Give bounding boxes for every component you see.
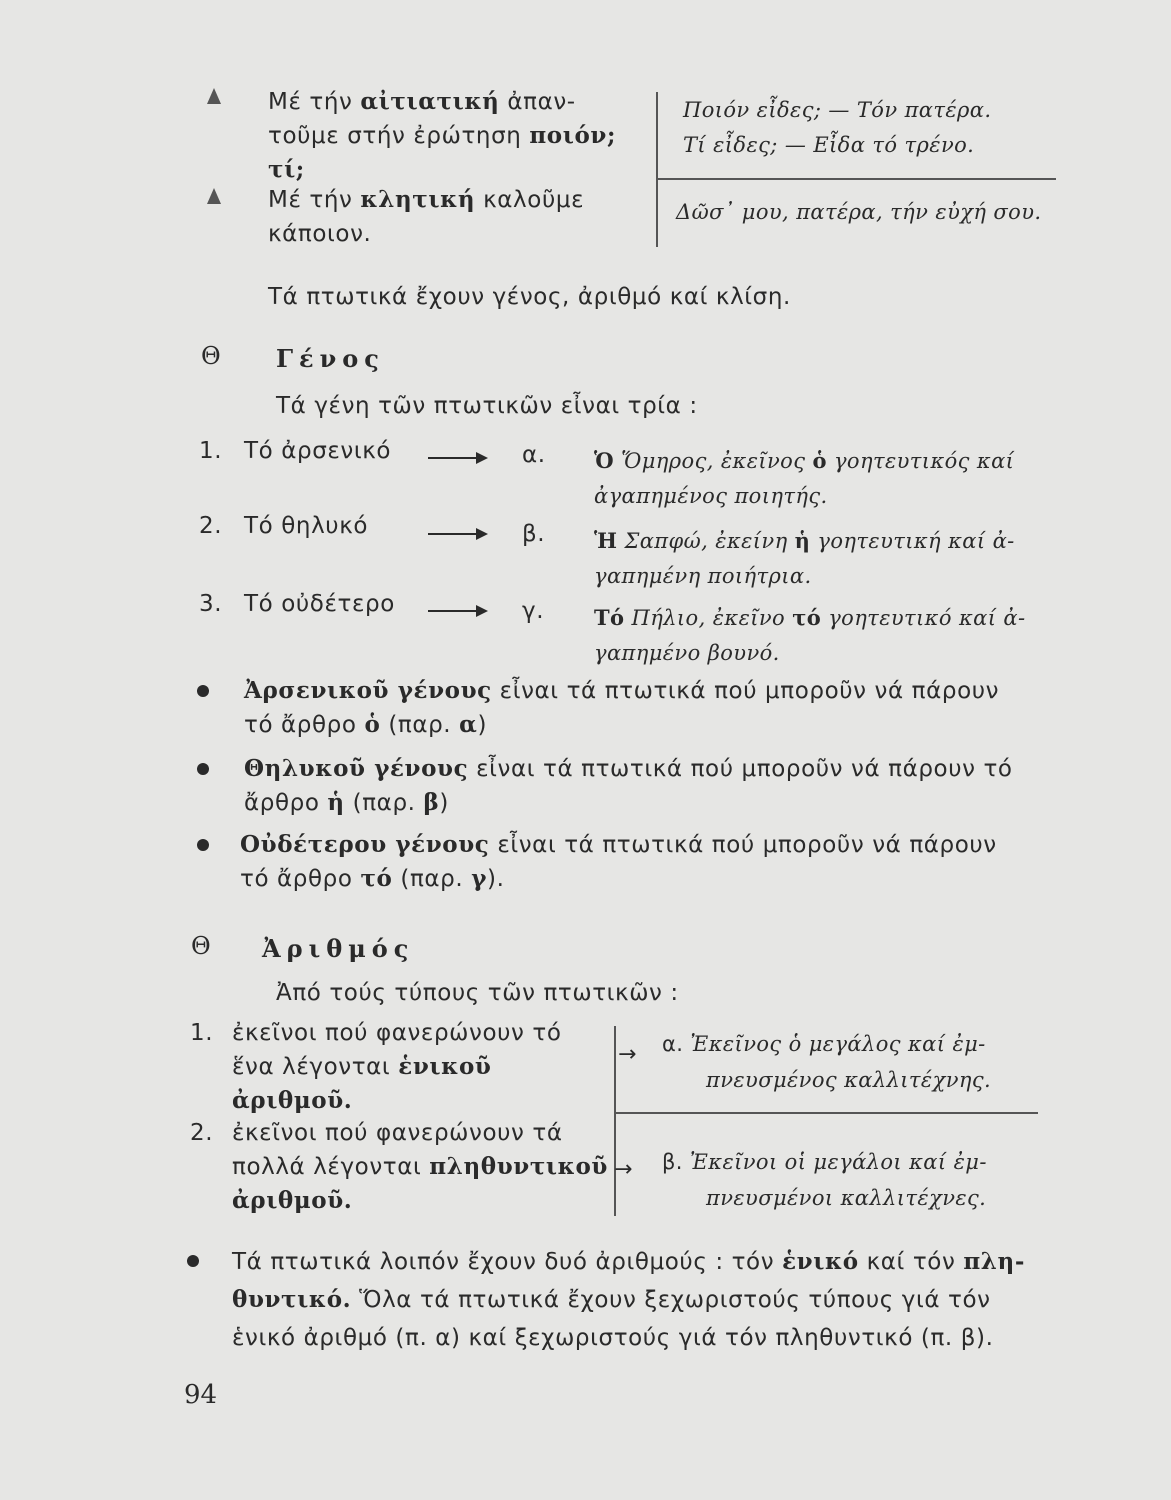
article: ὁ — [812, 448, 827, 473]
gender-example-2 — [594, 523, 1054, 594]
text: (παρ. — [380, 712, 460, 738]
text: εἶναι τά πτωτικά πού μποροῦν νά πάρουν τό — [468, 756, 1013, 782]
example-letter: β. — [662, 1150, 683, 1174]
text: γοητευτικός καί — [826, 449, 1015, 473]
text: καί τόν — [858, 1249, 964, 1275]
gender-item-label: Τό θηλυκό — [244, 513, 369, 539]
page-number: 94 — [184, 1380, 218, 1410]
text: γοητευτικό καί ἀ- — [821, 606, 1026, 630]
article: ἡ — [794, 528, 811, 553]
divider-horizontal — [614, 1112, 1038, 1114]
gender-item-label: Τό ἀρσενικό — [244, 438, 392, 464]
section-heading-gender: Γένος — [276, 344, 385, 373]
text: ) — [439, 790, 449, 816]
text: Μέ τήν — [268, 187, 361, 213]
text: ἕνα λέγονται — [232, 1054, 399, 1080]
text: Μέ τήν — [268, 89, 361, 115]
text: ἑνικό ἀριθμό (π. α) καί ξεχωριστούς γιά τόν πληθυντικό (π. β). — [232, 1325, 994, 1351]
text: πνευσμένος καλλιτέχνης. — [706, 1068, 992, 1092]
text: Ὅμηρος, ἐκεῖνος — [614, 449, 813, 473]
bold-term: πληθυντικοῦ — [429, 1153, 608, 1180]
arrow-right-icon — [428, 457, 486, 459]
text: (παρ. — [392, 866, 472, 892]
number-lead: Ἀπό τούς τύπους τῶν πτωτικῶν : — [276, 980, 679, 1006]
bold-term: θυντικό. — [232, 1286, 352, 1313]
text: Τά πτωτικά λοιπόν ἔχουν δυό ἀριθμούς : τόν — [232, 1249, 783, 1275]
bold-term: αἰτιατική — [360, 88, 500, 115]
item-number: 1. — [190, 1020, 214, 1046]
text: καλοῦμε — [475, 187, 585, 213]
text: ) — [477, 712, 488, 738]
text: πνευσμένοι καλλιτέχνες. — [706, 1186, 987, 1210]
accusative-rule — [268, 85, 648, 187]
text: πολλά λέγονται — [232, 1154, 430, 1180]
theta-marker-icon: Θ — [191, 932, 211, 960]
bold-term: ἀριθμοῦ. — [232, 1187, 353, 1214]
example-letter: α. — [522, 442, 546, 468]
bold-term: ποιόν; τί; — [268, 122, 617, 183]
text: γαπημένη ποιήτρια. — [594, 564, 812, 588]
bold-term: Ἀρσενικοῦ γένους — [244, 677, 492, 704]
example-letter: γ. — [522, 598, 545, 624]
text: Σαπφώ, ἐκείνη — [617, 529, 795, 553]
gender-item-number: 2. — [199, 513, 223, 539]
ref-letter: β — [423, 789, 440, 816]
gender-item-number: 1. — [199, 438, 223, 464]
triangle-marker-icon — [207, 88, 221, 104]
item-number: 2. — [190, 1120, 214, 1146]
text: ἐκεῖνοι πού φανερώνουν τά — [232, 1120, 563, 1146]
example-vocative: Δῶσ᾽ μου, πατέρα, τήν εὐχή σου. — [676, 200, 1042, 224]
example-accusative-2: Τί εἶδες; — Εἶδα τό τρένο. — [683, 133, 975, 157]
text: Ἐκεῖνος ὁ μεγάλος καί ἐμ- — [690, 1032, 986, 1056]
bullet-icon — [187, 1255, 199, 1267]
text: τό ἄρθρο — [244, 712, 365, 738]
text: τοῦμε στήν ἐρώτηση — [268, 123, 530, 149]
ref-letter: α — [459, 711, 478, 738]
text: ἀπαν- — [499, 89, 576, 115]
article: Τό — [594, 605, 625, 630]
gender-item-label: Τό οὐδέτερο — [244, 591, 395, 617]
bold-term: πλη- — [963, 1248, 1025, 1275]
divider-vertical — [656, 92, 658, 247]
article: Ὁ — [594, 448, 615, 473]
article: τό — [792, 605, 822, 630]
gender-bullet-feminine — [244, 752, 1064, 820]
triangle-marker-icon — [207, 188, 221, 204]
bold-term: κλητική — [360, 186, 476, 213]
bold-term: Οὐδέτερου γένους — [240, 831, 490, 858]
gender-lead: Τά γένη τῶν πτωτικῶν εἶναι τρία : — [276, 393, 698, 419]
text: ἄρθρο — [244, 790, 328, 816]
arrow-right-icon — [428, 610, 486, 612]
number-example-plural — [662, 1144, 1042, 1216]
example-accusative-1: Ποιόν εἶδες; — Τόν πατέρα. — [683, 98, 992, 122]
bold-term: ἑνικό — [782, 1248, 859, 1275]
text: εἶναι τά πτωτικά πού μποροῦν νά πάρουν — [489, 832, 997, 858]
text: γοητευτική καί ἀ- — [810, 529, 1015, 553]
bold-term: Θηλυκοῦ γένους — [244, 755, 469, 782]
text: ). — [487, 866, 505, 892]
intro-line: Τά πτωτικά ἔχουν γένος, ἀριθμό καί κλίση. — [268, 284, 791, 310]
divider-vertical — [614, 1026, 616, 1216]
section-heading-number: Ἀριθμός — [262, 934, 415, 963]
bullet-icon — [197, 685, 209, 697]
gender-item-number: 3. — [199, 591, 223, 617]
bullet-icon — [197, 839, 209, 851]
article: ὁ — [364, 711, 381, 738]
theta-marker-icon: Θ — [201, 342, 221, 370]
article: ἡ — [327, 789, 345, 816]
ref-letter: γ — [471, 865, 487, 892]
gender-example-1 — [594, 443, 1054, 514]
arrow-right-icon: → — [614, 1157, 633, 1182]
vocative-rule — [268, 183, 648, 251]
text: ἐκεῖνοι πού φανερώνουν τό — [232, 1020, 562, 1046]
text: ἀγαπημένος ποιητής. — [594, 484, 828, 508]
divider-horizontal — [656, 178, 1056, 180]
text: τό ἄρθρο — [240, 866, 361, 892]
arrow-right-icon — [428, 533, 486, 535]
article: τό — [360, 865, 393, 892]
bullet-icon — [197, 763, 209, 775]
gender-example-3 — [594, 600, 1054, 671]
example-letter: β. — [522, 521, 546, 547]
text: κάποιον. — [268, 221, 372, 247]
article: Ἡ — [594, 528, 618, 553]
text: (παρ. — [344, 790, 424, 816]
arrow-right-icon: → — [618, 1042, 637, 1067]
gender-bullet-masculine — [244, 674, 1064, 742]
text: Πήλιο, ἐκεῖνο — [624, 606, 793, 630]
bold-term: ἑνικοῦ ἀριθμοῦ. — [232, 1053, 492, 1114]
gender-bullet-neuter — [240, 828, 1060, 896]
text: εἶναι τά πτωτικά πού μποροῦν νά πάρουν — [491, 678, 1000, 704]
text: Ὅλα τά πτωτικά ἔχουν ξεχωριστούς τύπους γιά τόν — [351, 1287, 991, 1313]
text: Ἐκεῖνοι οἱ μεγάλοι καί ἐμ- — [689, 1150, 987, 1174]
number-item-1 — [190, 1016, 610, 1118]
text: γαπημένο βουνό. — [594, 641, 780, 665]
number-example-singular — [662, 1026, 1042, 1098]
example-letter: α. — [662, 1032, 684, 1056]
number-item-2 — [190, 1116, 610, 1218]
summary-paragraph — [232, 1243, 1062, 1357]
